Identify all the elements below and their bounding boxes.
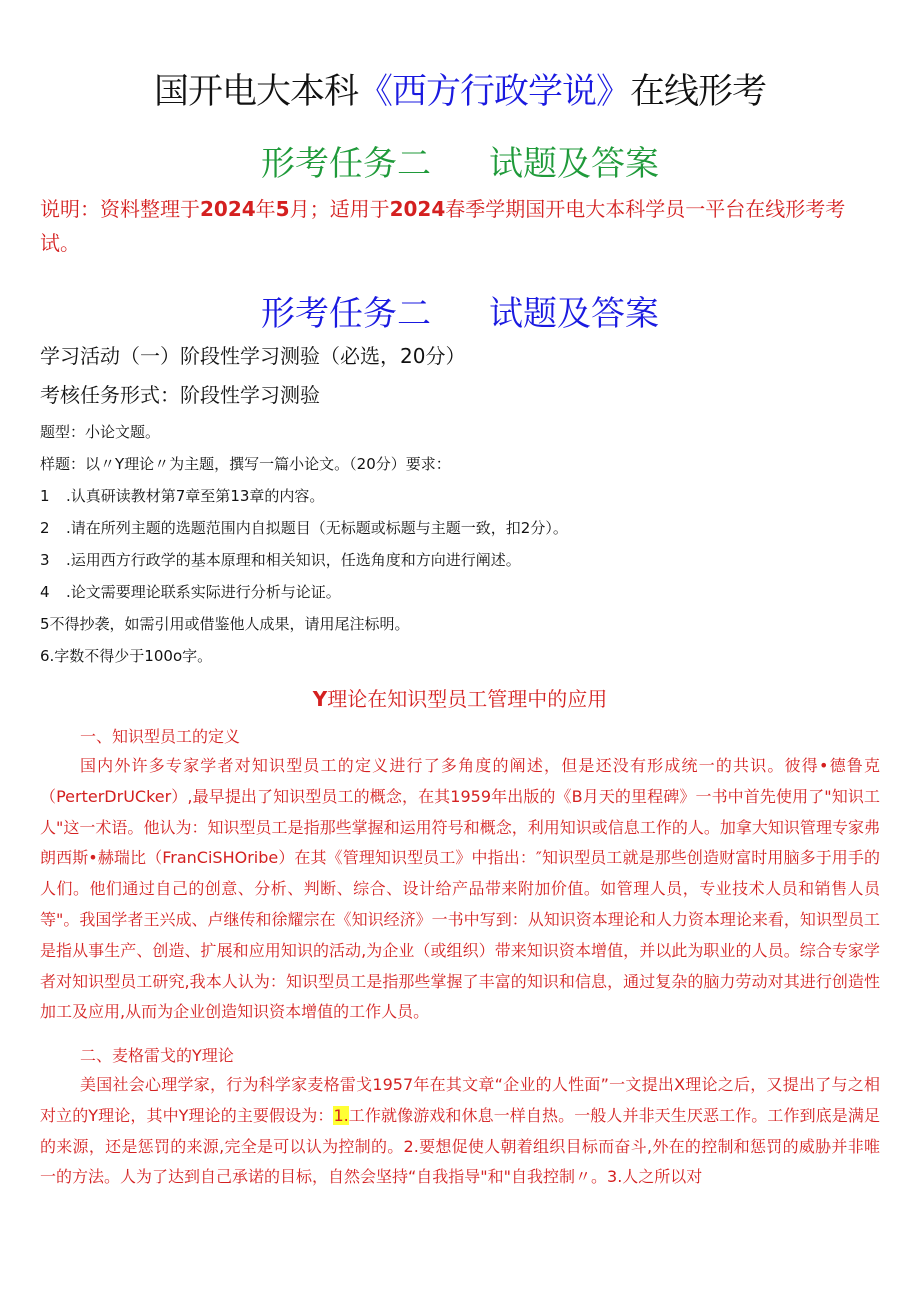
task-title-part2: 试题及答案 [489,144,659,184]
requirement-number: 4 [40,583,50,601]
essay-title-letter: Y [312,687,328,711]
task-title-part2: 试题及答案 [489,294,659,334]
requirement-item [40,485,324,506]
question-type: 题型：小论文题。 [40,423,161,441]
task-title-blue [0,286,920,335]
note-text-2: 年 [255,197,276,221]
note-month: 5 [275,197,290,221]
requirement-item [40,549,521,570]
task-title-part1: 形考任务二 [261,144,431,184]
note-text-4: 春季学期国开电大本科学员一平台在线形考考试。 [40,197,846,255]
note-year-1: 2024 [200,197,256,221]
note-year-2: 2024 [389,197,446,221]
requirement-number: 1 [40,487,50,505]
activity-heading: 学习活动（一）阶段性学习测验（必选，20分） [40,344,466,368]
note-text-3: 月；适用于 [289,197,390,221]
requirement-number: 2 [40,519,50,537]
para2-text-a: 美国社会心理学家，行为科学家麦格雷戈1957年在其文章“企业的人性面”一文提出X理论之后，又提出了与之相对立的Y理论，其中Y理论的主要假设为： [40,1075,880,1125]
highlighted-number: 1. [333,1105,349,1125]
requirement-text: .认真研读教材第7章至第13章的内容。 [66,487,325,505]
requirement-item [40,581,341,602]
requirement-item-6: 6.字数不得少于100o字。 [40,647,213,665]
requirement-item [40,517,568,538]
requirement-item-5: 5不得抄袭，如需引用或借鉴他人成果，请用尾注标明。 [40,615,410,633]
essay-title [0,683,920,712]
requirement-number: 3 [40,551,50,569]
requirement-text: .运用西方行政学的基本原理和相关知识，任选角度和方向进行阐述。 [66,551,521,569]
sample-question: 样题：以〃Y理论〃为主题，撰写一篇小论文。（20分）要求： [40,455,451,473]
section-heading-1: 一、知识型员工的定义 [80,727,241,746]
requirement-text: .论文需要理论联系实际进行分析与论证。 [66,583,341,601]
title-book-name: 《西方行政学说》 [357,72,630,112]
form-heading: 考核任务形式：阶段性学习测验 [40,383,320,407]
task-title-green [0,136,920,185]
essay-paragraph-1: 国内外许多专家学者对知识型员工的定义进行了多角度的阐述，但是还没有形成统一的共识。彼得•德鲁克（PerterDrUCker）,最早提出了知识型员工的概念，在其1959年出版的《B月天的里程碑》一书中首先使用了"知识工人"这一术语。他认为：知识型员工是指那些掌握和运用符号和概念，利用知识或信息工作的人。加拿大知识管理专家弗朗西斯•赫瑞比（FranCiSHOribe）在其《管理知识型员工》中指出：″知识型员工就是那些创造财富时用脑多于用手的人们。他们通过自己的创意、分析、判断、综合、设计给产品带来附加价值。如管理人员，专业技术人员和销售人员等"。我国学者王兴成、卢继传和徐耀宗在《知识经济》一书中写到：从知识资本理论和人力资本理论来看，知识型员工是指从事生产、创造、扩展和应用知识的活动,为企业（或组织）带来知识资本增值，并以此为职业的人员。综合专家学者对知识型员工研究,我本人认为：知识型员工是指那些掌握了丰富的知识和信息，通过复杂的脑力劳动对其进行创造性加工及应用,从而为企业创造知识资本增值的工作人员。 [40,756,880,1022]
essay-title-text: 理论在知识型员工管理中的应用 [327,687,608,711]
title-prefix: 国开电大本科 [153,72,358,112]
para2-text-b: 工作就像游戏和休息一样自热。一般人并非天生厌恶工作。工作到底是满足的来源，还是惩罚的来源,完全是可以认为控制的。2.要想促使人朝着组织目标而奋斗,外在的控制和惩罚的威胁并非唯一的方法。人为了达到自己承诺的目标，自然会坚持“自我指导"和"自我控制〃。3.人之所以对 [40,1105,880,1187]
essay-paragraph-2 [40,1070,880,1193]
title-suffix: 在线形考 [630,72,767,112]
note-paragraph [40,192,880,260]
section-heading-2: 二、麦格雷戈的Y理论 [80,1046,234,1065]
task-title-part1: 形考任务二 [261,294,431,334]
note-text-1: 说明：资料整理于 [40,197,200,221]
requirement-text: .请在所列主题的选题范围内自拟题目（无标题或标题与主题一致，扣2分）。 [66,519,568,537]
document-title [0,64,920,114]
